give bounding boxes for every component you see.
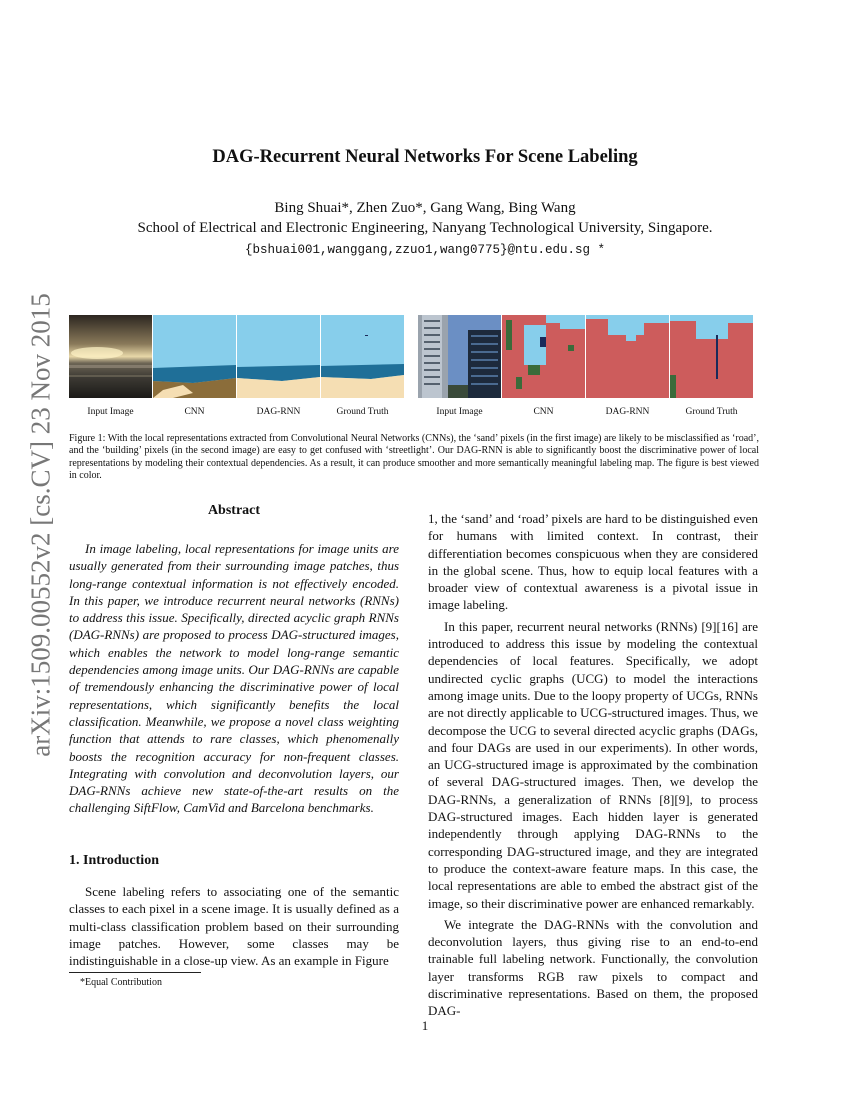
caption-dagrnn-1: DAG-RNN (256, 407, 301, 417)
right-paragraph-1: 1, the ‘sand’ and ‘road’ pixels are hard to be distinguished even for humans with limited context. In contrast, their differentiation becomes conspicuous when they are considered in the global scene. Thus, how to equip local features with a broader view of contextual awareness is a pivotal issue in image labeling. (428, 511, 758, 613)
caption-input-image-1: Input Image (87, 407, 134, 417)
caption-ground-truth-2: Ground Truth (685, 407, 738, 417)
input-image-building (418, 315, 501, 398)
caption-cnn-1: CNN (184, 407, 205, 417)
caption-cnn-2: CNN (533, 407, 554, 417)
caption-dagrnn-2: DAG-RNN (605, 407, 650, 417)
dagrnn-result-beach (237, 315, 320, 398)
introduction-body (69, 883, 399, 969)
affiliation: School of Electrical and Electronic Engineering, Nanyang Technological University, Singapore. (137, 220, 713, 236)
arxiv-sidebar (21, 290, 61, 760)
ground-truth-beach (321, 315, 404, 398)
cnn-result-beach (153, 315, 236, 398)
right-paragraph-2: In this paper, recurrent neural networks (RNNs) [9][16] are introduced to address this issue by modeling the contextual dependencies of local features. Specifically, we adopt undirected cyclic graphs (UCG) to model the interactions among image units. Due to the loopy property of UCGs, RNNs are not directly applicable to UCG-structured images. Thus, we decompose the UCG to several directed acyclic graphs (DAGs, and four DAGs are used in our experiments). In other words, an UCG-structured image is approximated by the combination of several DAG-structured images. Then, we develop the DAG-RNNs, a generalization of RNNs [8][9], to process DAG-structured images. Each hidden layer is generated independently through applying DAG-RNNs to the corresponding DAG-structured image, and they are integrated to produce the context-aware feature maps. In this case, the local representations are able to embed the abstract gist of the image, so their discriminative power are enhanced remarkably. (428, 618, 758, 911)
arxiv-identifier: arXiv:1509.00552v2 [cs.CV] 23 Nov 2015 (25, 293, 56, 757)
page-number: 1 (421, 1018, 429, 1033)
footnote-rule (69, 972, 201, 973)
right-paragraph-3: We integrate the DAG-RNNs with the convolution and deconvolution layers, thus giving rise to an end-to-end trainable full labeling network. Functionally, the convolution layer transforms RGB raw pixels to compact and discriminative representations. Based on them, the proposed DAG- (428, 916, 758, 1019)
right-column (428, 510, 758, 1020)
footnote: *Equal Contribution (80, 977, 162, 988)
caption-ground-truth-1: Ground Truth (336, 407, 389, 417)
introduction-heading: 1. Introduction (69, 853, 159, 868)
abstract-text: In image labeling, local representations for image units are usually generated from their surrounding image patches, thus long-range contextual information is not effectively encoded. In this paper, we introduce recurrent neural networks (RNNs) to address this issue. Specifically, directed acyclic graph RNNs (DAG-RNNs) are proposed to process DAG-structured images, which enables the network to model long-range semantic dependencies among image units. Our DAG-RNNs are capable of tremendously enhancing the discriminative power of local representations, which significantly benefits the local classification. Meanwhile, we propose a novel class weighting function that attends to rare classes, which phenomenally boosts the recognition accuracy for non-frequent classes. Integrating with convolution and deconvolution layers, our DAG-RNNs achieve new state-of-the-art results on the challenging SiftFlow, CamVid and Barcelona benchmarks. (69, 541, 399, 816)
paper-title: DAG-Recurrent Neural Networks For Scene Labeling (212, 147, 638, 167)
caption-input-image-2: Input Image (436, 407, 483, 417)
dagrnn-result-building (586, 315, 669, 398)
intro-paragraph-1: Scene labeling refers to associating one of the semantic classes to each pixel in a scene image. It is usually defined as a multi-class classification problem based on their surrounding image patches. However, some classes may be indistinguishable in a close-up view. As an example in Figure (69, 884, 399, 969)
input-image-beach (69, 315, 152, 398)
ground-truth-building (670, 315, 753, 398)
abstract-body (69, 540, 399, 817)
author-emails: {bshuai001,wanggang,zzuo1,wang0775}@ntu.edu.sg * (244, 243, 606, 257)
author-list: Bing Shuai*, Zhen Zuo*, Gang Wang, Bing Wang (274, 200, 576, 216)
cnn-result-building (502, 315, 585, 398)
abstract-heading: Abstract (207, 503, 261, 518)
figure-caption: Figure 1: With the local representations extracted from Convolutional Neural Networks (CNNs), the ‘sand’ pixels (in the first image) are likely to be misclassified as ‘road’, and the ‘building’ pixels (in the second image) are easy to get confused with ‘streetlight’. Our DAG-RNN is able to significantly boost the discriminative power of local representations by modeling their contextual dependencies. As a result, it can produce smoother and more semantically meaningful labeling map. The figure is best viewed in color. (69, 433, 759, 482)
